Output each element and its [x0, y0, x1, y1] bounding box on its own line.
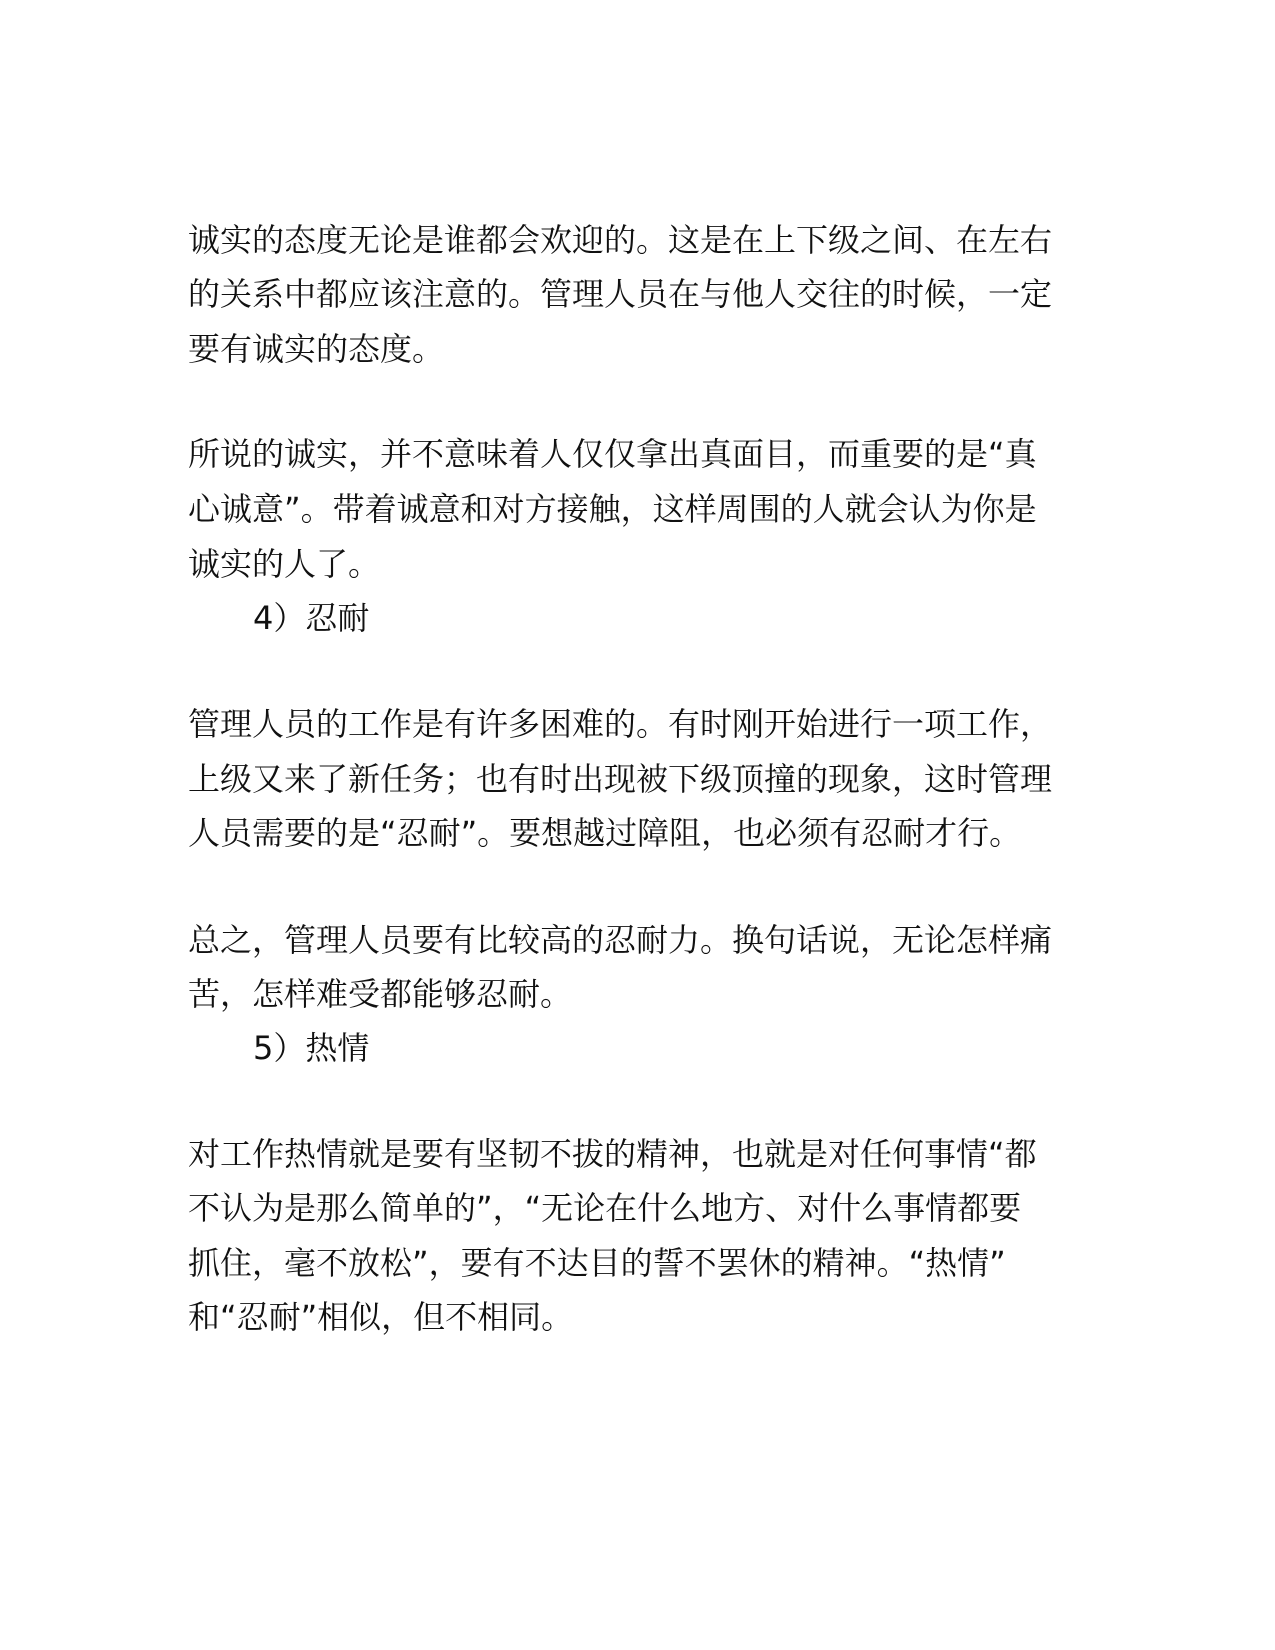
paragraph-1-line-3: 要有诚实的态度。 [188, 330, 445, 368]
paragraph-5-line-3: 抓住，毫不放松”，要有不达目的誓不罢休的精神。“热情” [188, 1244, 1006, 1282]
paragraph-3-line-3: 人员需要的是“忍耐”。要想越过障阻，也必须有忍耐才行。 [188, 814, 1022, 852]
section-heading-4: 4）忍耐 [253, 599, 370, 637]
paragraph-1-line-1: 诚实的态度无论是谁都会欢迎的。这是在上下级之间、在左右 [188, 221, 1053, 259]
paragraph-5-line-1: 对工作热情就是要有坚韧不拔的精神，也就是对任何事情“都 [188, 1135, 1037, 1173]
paragraph-1-line-2: 的关系中都应该注意的。管理人员在与他人交往的时候，一定 [188, 275, 1053, 313]
paragraph-4-line-2: 苦，怎样难受都能够忍耐。 [188, 975, 573, 1013]
section-heading-5: 5）热情 [253, 1029, 370, 1067]
paragraph-5-line-2: 不认为是那么简单的”，“无论在什么地方、对什么事情都要 [188, 1189, 1022, 1227]
paragraph-5-line-4: 和“忍耐”相似，但不相同。 [188, 1298, 574, 1336]
paragraph-3-line-1: 管理人员的工作是有许多困难的。有时刚开始进行一项工作， [188, 705, 1053, 743]
paragraph-2-line-1: 所说的诚实，并不意味着人仅仅拿出真面目，而重要的是“真 [188, 435, 1037, 473]
paragraph-2-line-3: 诚实的人了。 [188, 545, 381, 583]
paragraph-2-line-2: 心诚意”。带着诚意和对方接触，这样周围的人就会认为你是 [188, 490, 1037, 528]
paragraph-3-line-2: 上级又来了新任务；也有时出现被下级顶撞的现象，这时管理 [188, 760, 1053, 798]
paragraph-4-line-1: 总之，管理人员要有比较高的忍耐力。换句话说，无论怎样痛 [188, 921, 1053, 959]
